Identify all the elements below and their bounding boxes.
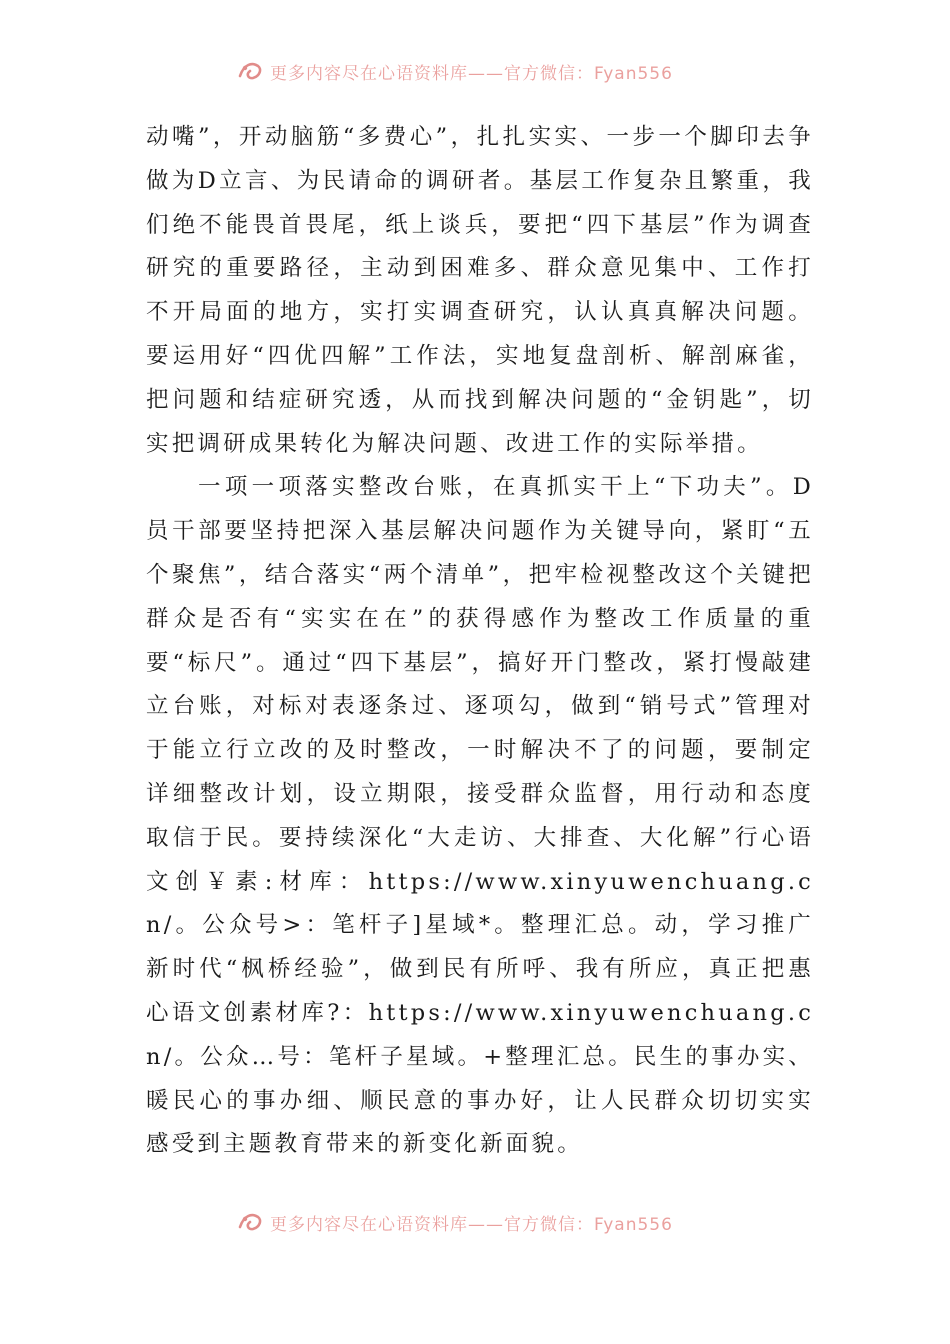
watermark-logo-icon <box>238 60 264 82</box>
body-paragraph: 动嘴”，开动脑筋“多费心”，扎扎实实、一步一个脚印去争做为D立言、为民请命的调研者。基层工作复杂且繁重，我们绝不能畏首畏尾，纸上谈兵，要把“四下基层”作为调查研究的重要路径，主动到困难多、群众意见集中、工作打不开局面的地方，实打实调查研究，认认真真解决问题。要运用好“四优四解”工作法，实地复盘剖析、解剖麻雀，把问题和结症研究透，从而找到解决问题的“金钥匙”，切实把调研成果转化为解决问题、改进工作的实际举措。 <box>146 124 814 457</box>
header-watermark <box>238 56 673 86</box>
document-body <box>146 116 814 1167</box>
watermark-logo-icon <box>238 1211 264 1233</box>
footer-watermark <box>238 1207 673 1237</box>
body-paragraph: 一项一项落实整改台账，在真抓实干上“下功夫”。D员干部要坚持把深入基层解决问题作为关键导向，紧盯“五个聚焦”，结合落实“两个清单”，把牢检视整改这个关键把群众是否有“实实在在”的获得感作为整改工作质量的重要“标尺”。通过“四下基层”，搞好开门整改，紧打慢敲建立台账，对标对表逐条过、逐项勾，做到“销号式”管理对于能立行立改的及时整改，一时解决不了的问题，要制定详细整改计划，设立期限，接受群众监督，用行动和态度取信于民。要持续深化“大走访、大排查、大化解”行心语文创￥素:材库：https://www.xinyuwenchuang.cn/。公众号>：笔杆子]星域*。整理汇总。动，学习推广新时代“枫桥经验”，做到民有所呼、我有所应，真正把惠心语文创素材库?：https://www.xinyuwenchuang.cn/。公众…号：笔杆子星域。+整理汇总。民生的事办实、暖民心的事办细、顺民意的事办好，让人民群众切切实实感受到主题教育带来的新变化新面貌。 <box>146 474 814 1158</box>
watermark-text: 更多内容尽在心语资料库——官方微信：Fyan556 <box>270 1214 673 1235</box>
watermark-text: 更多内容尽在心语资料库——官方微信：Fyan556 <box>270 63 673 84</box>
